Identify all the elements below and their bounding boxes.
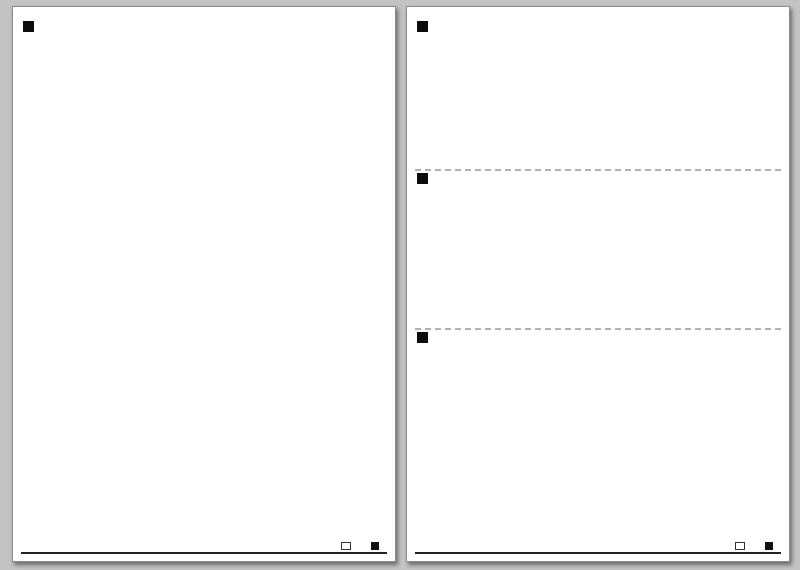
page-header (21, 13, 387, 17)
color-legend (21, 541, 387, 554)
legend-mr-color (371, 542, 381, 550)
aqueous-box-icon (341, 542, 351, 550)
section-d-title (417, 332, 781, 343)
section-a-badge (23, 21, 34, 32)
section-b-canvas (415, 33, 781, 166)
color-legend (415, 541, 781, 554)
legend-aqueous (339, 542, 353, 550)
section-d-badge (417, 332, 428, 343)
kit-number (21, 554, 387, 557)
kit-number (415, 554, 781, 557)
section-separator (415, 169, 781, 171)
section-b-title (417, 21, 781, 32)
section-a-canvas (21, 33, 387, 541)
page-right (406, 6, 790, 562)
page-footer (415, 541, 781, 557)
legend-mr-color (765, 542, 775, 550)
page-header (415, 13, 781, 17)
legend-aqueous (733, 542, 747, 550)
mr-color-box-icon (765, 542, 773, 550)
section-c-badge (417, 173, 428, 184)
page-footer (21, 541, 387, 557)
section-d-canvas (415, 344, 781, 477)
mr-color-box-icon (371, 542, 379, 550)
guide-title (21, 13, 129, 17)
section-c-title (417, 173, 781, 184)
section-a-title (23, 21, 387, 32)
section-b-badge (417, 21, 428, 32)
aqueous-box-icon (735, 542, 745, 550)
page-left (12, 6, 396, 562)
guide-title (415, 13, 523, 17)
section-separator (415, 328, 781, 330)
section-c-canvas (415, 185, 781, 325)
